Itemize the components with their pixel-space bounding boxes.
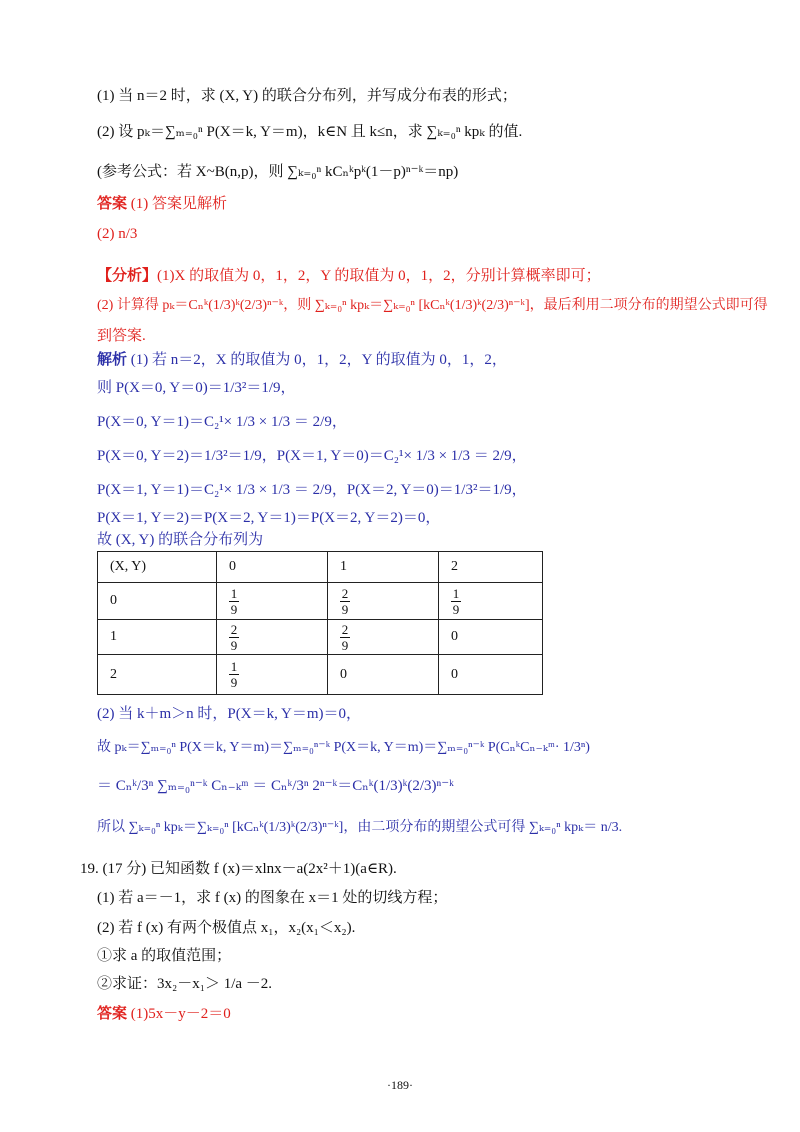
table-row	[98, 620, 543, 655]
answer-1: (1) 答案见解析	[130, 196, 228, 212]
solution-part2-4: 所以 ∑ₖ₌₀ⁿ kpₖ＝∑ₖ₌₀ⁿ [kCₙᵏ(1/3)ᵏ(2/3)ⁿ⁻ᵏ]，由二项分布的期望公式可得 ∑ₖ₌₀ⁿ kpₖ＝ n/3.	[97, 820, 623, 835]
analysis-3: 到答案.	[97, 328, 146, 344]
solution-part2-3: ＝ Cₙᵏ/3ⁿ ∑ₘ₌₀ⁿ⁻ᵏ Cₙ₋ₖᵐ ＝ Cₙᵏ/3ⁿ 2ⁿ⁻ᵏ＝Cₙᵏ(1/3)ᵏ(2/3)ⁿ⁻ᵏ	[97, 778, 454, 794]
solution-1: (1) 若 n＝2，X 的取值为 0，1，2，Y 的取值为 0，1，2，	[130, 352, 507, 368]
solution-2: 则 P(X＝0, Y＝0)＝1/3²＝1/9，	[97, 380, 296, 396]
answer-2: (2) n/3	[97, 226, 138, 242]
analysis-2: (2) 计算得 pₖ＝Cₙᵏ(1/3)ᵏ(2/3)ⁿ⁻ᵏ，则 ∑ₖ₌₀ⁿ kpₖ＝∑ₖ₌₀ⁿ [kCₙᵏ(1/3)ᵏ(2/3)ⁿ⁻ᵏ]，最后利用二项分布的期望公式即可得	[97, 298, 768, 313]
table-row	[98, 655, 543, 695]
analysis-label: 【分析】	[97, 268, 158, 284]
joint-distribution-table	[97, 551, 543, 695]
table-cell: 0	[439, 655, 543, 695]
analysis-1: (1)X 的取值为 0，1，2，Y 的取值为 0，1，2，分别计算概率即可；	[157, 268, 601, 284]
question-19-sub-1: ①求 a 的取值范围；	[97, 948, 232, 964]
solution-label: 解析	[97, 352, 128, 368]
row-label: 0	[98, 583, 217, 620]
solution-7: 故 (X, Y) 的联合分布列为	[97, 532, 264, 548]
solution-4: P(X＝0, Y＝2)＝1/3²＝1/9，P(X＝1, Y＝0)＝C₂¹× 1/3 × 1/3 ＝ 2/9，	[97, 448, 527, 464]
solution-3: P(X＝0, Y＝1)＝C₂¹× 1/3 × 1/3 ＝ 2/9，	[97, 414, 347, 430]
table-header-cell: (X, Y)	[98, 552, 217, 583]
table-cell: 0	[328, 655, 439, 695]
solution-5: P(X＝1, Y＝1)＝C₂¹× 1/3 × 1/3 ＝ 2/9，P(X＝2, Y＝0)＝1/3²＝1/9，	[97, 482, 527, 498]
table-cell: $\frac{1}{9}$	[439, 583, 543, 620]
row-label: 1	[98, 620, 217, 655]
answer-label: 答案	[97, 1006, 128, 1022]
question-19-part-1: (1) 若 a＝－1，求 f (x) 的图象在 x＝1 处的切线方程；	[97, 890, 448, 906]
reference-formula: (参考公式：若 X~B(n,p)，则 ∑ₖ₌₀ⁿ kCₙᵏpᵏ(1－p)ⁿ⁻ᵏ＝np)	[97, 164, 459, 180]
solution-part2-1: (2) 当 k＋m＞n 时，P(X＝k, Y＝m)＝0，	[97, 706, 362, 722]
table-header-cell: 2	[439, 552, 543, 583]
solution-part2-2: 故 pₖ＝∑ₘ₌₀ⁿ P(X＝k, Y＝m)＝∑ₘ₌₀ⁿ⁻ᵏ P(X＝k, Y＝m)＝∑ₘ₌₀ⁿ⁻ᵏ P(CₙᵏCₙ₋ₖᵐ· 1/3ⁿ)	[97, 740, 590, 755]
answer-19-line	[97, 1004, 231, 1024]
table-cell: 0	[439, 620, 543, 655]
question-19-sub-2: ②求证：3x₂－x₁＞ 1/a －2.	[97, 976, 273, 992]
answer-label: 答案	[97, 196, 128, 212]
table-cell: $\frac{2}{9}$	[328, 620, 439, 655]
table-cell: $\frac{2}{9}$	[217, 620, 328, 655]
table-cell: $\frac{1}{9}$	[217, 583, 328, 620]
question-19: 19. (17 分) 已知函数 f (x)＝xlnx－a(2x²＋1)(a∈R).	[80, 861, 397, 877]
question-2: (2) 设 pₖ＝∑ₘ₌₀ⁿ P(X＝k, Y＝m)，k∈N 且 k≤n，求 ∑ₖ₌₀ⁿ kpₖ 的值.	[97, 124, 523, 140]
solution-line-1	[97, 350, 507, 370]
solution-6: P(X＝1, Y＝2)＝P(X＝2, Y＝1)＝P(X＝2, Y＝2)＝0，	[97, 510, 441, 526]
table-cell: $\frac{2}{9}$	[328, 583, 439, 620]
table-header-cell: 1	[328, 552, 439, 583]
question-1: (1) 当 n＝2 时，求 (X, Y) 的联合分布列，并写成分布表的形式；	[97, 88, 517, 104]
page-number: ·189·	[387, 1078, 413, 1092]
table-header-cell: 0	[217, 552, 328, 583]
table-header-row	[98, 552, 543, 583]
table-row	[98, 583, 543, 620]
question-19-part-2: (2) 若 f (x) 有两个极值点 x₁，x₂(x₁＜x₂).	[97, 920, 356, 936]
table-cell: $\frac{1}{9}$	[217, 655, 328, 695]
answer-line-1	[97, 194, 227, 214]
row-label: 2	[98, 655, 217, 695]
answer-19: (1)5x－y－2＝0	[130, 1006, 231, 1022]
analysis-line-1	[97, 266, 601, 286]
